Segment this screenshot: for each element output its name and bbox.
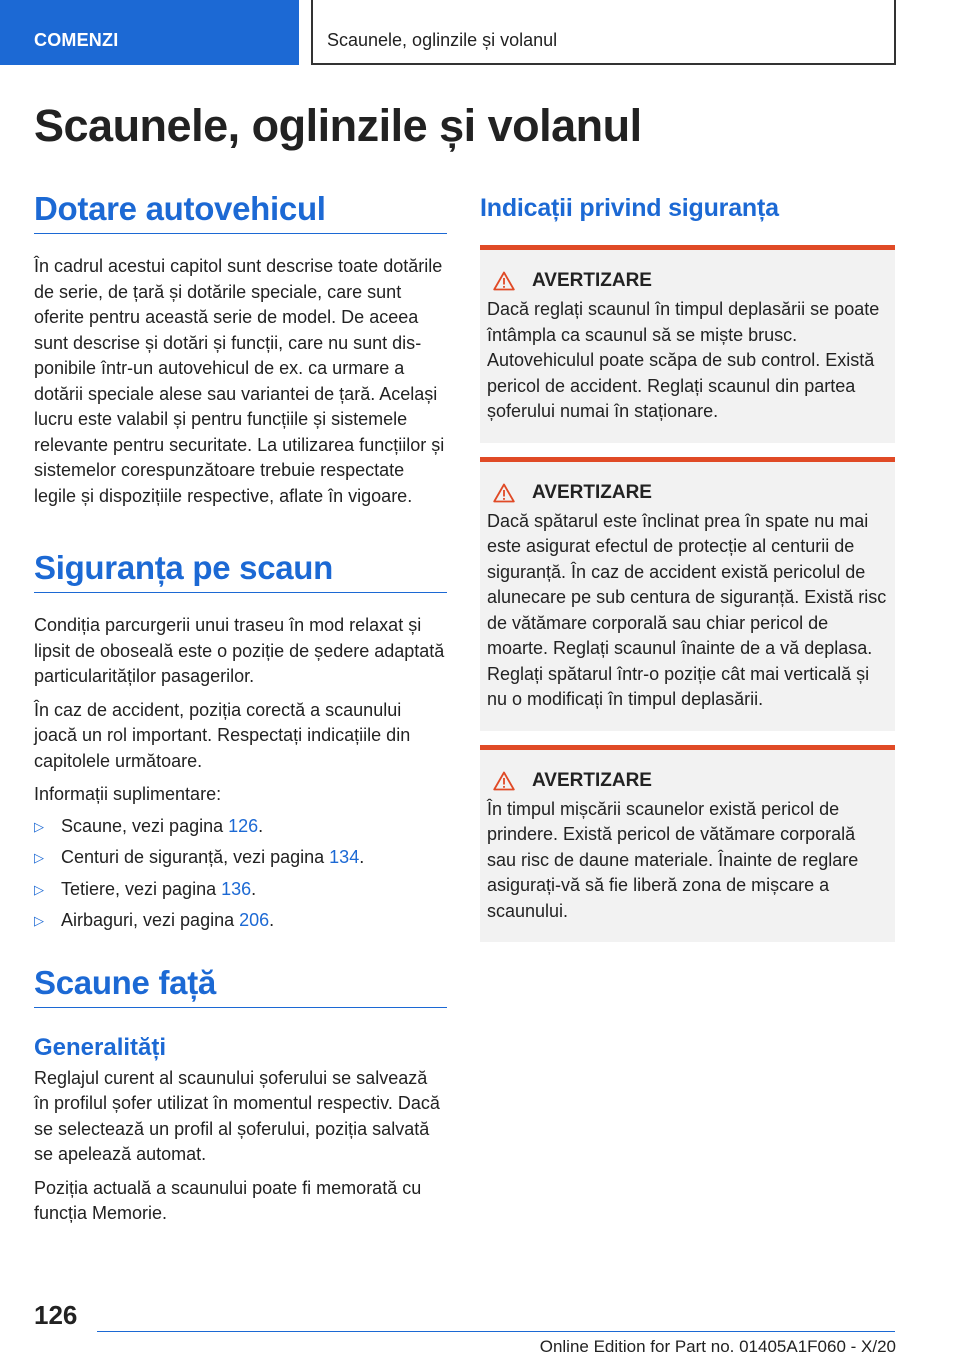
heading-scaune-fata: Scaune față bbox=[34, 964, 447, 1008]
page-link-134[interactable]: 134 bbox=[329, 847, 360, 867]
warning-text: Dacă spătarul este înclinat prea în spate nu mai este asigurat efectul de protecție al centurii de siguranță. În caz de accident există pericolul de alunecare pe sub centura de siguranță. Există risc de vătămare corporală sau chiar pericol de moarte. Reglați scaunul înainte de a vă deplasa. Reglați spătarul într-o poziție cât mai verticală și nu o modificați în timpul deplasării. bbox=[487, 510, 887, 709]
header-section-tab[interactable] bbox=[0, 0, 299, 65]
footer-edition: Online Edition for Part no. 01405A1F060 - X/20 bbox=[539, 1337, 896, 1356]
warning-triangle-icon bbox=[493, 271, 515, 291]
reference-list bbox=[34, 814, 447, 934]
page-link-136[interactable]: 136 bbox=[221, 878, 252, 899]
page-link-206[interactable]: 206 bbox=[239, 910, 270, 930]
warning-title: AVERTIZARE bbox=[532, 481, 652, 503]
heading-dotare: Dotare autovehicul bbox=[34, 190, 447, 234]
triangle-bullet-icon: ▷ bbox=[34, 913, 44, 928]
reference-item-scaune: ▷ Scaune, vezi pagina 126. bbox=[34, 814, 447, 840]
triangle-bullet-icon: ▷ bbox=[34, 818, 44, 834]
heading-siguranta: Siguranța pe scaun bbox=[34, 549, 447, 593]
siguranta-para-3: Informații suplimentare: bbox=[34, 784, 222, 804]
page-title: Scaunele, oglinzile și volanul bbox=[34, 100, 642, 151]
right-column bbox=[480, 190, 895, 942]
warning-head bbox=[493, 482, 887, 504]
warning-box-1 bbox=[480, 245, 895, 443]
triangle-bullet-icon: ▷ bbox=[34, 850, 44, 865]
triangle-bullet-icon: ▷ bbox=[34, 881, 44, 897]
page-link-126[interactable]: 126 bbox=[228, 815, 259, 836]
generalitati-para-1: Reglajul curent al scaunului șoferului se salvează în profilul șofer utilizat în momentul respectiv. Dacă se selectează un profil al șoferului, poziția salvată se apelează automat. bbox=[34, 1067, 440, 1164]
generalitati-para-2: Poziția actuală a scaunului poate fi memorată cu funcția Memorie. bbox=[34, 1177, 422, 1223]
warning-text: În timpul mișcării scaunelor există pericol de prindere. Există pericol de vătămare corporală sau risc de daune materiale. Înainte de reglare asigurați-vă să fie liberă zona de mișcare a scaunului. bbox=[487, 798, 859, 921]
reference-item-tetiere: ▷ Tetiere, vezi pagina 136. bbox=[34, 877, 447, 903]
warning-head bbox=[493, 270, 887, 292]
warning-title: AVERTIZARE bbox=[532, 270, 652, 291]
header-chapter-tab bbox=[311, 0, 896, 65]
section-siguranta bbox=[34, 549, 447, 934]
siguranta-para-2: În caz de accident, poziția corectă a scaunului joacă un rol important. Respectați indicațiile din capitolele următoare. bbox=[34, 699, 411, 771]
warning-triangle-icon bbox=[493, 771, 515, 791]
section-scaune-fata bbox=[34, 964, 447, 1227]
left-column bbox=[34, 190, 447, 1227]
warning-triangle-icon bbox=[493, 483, 515, 503]
warning-box-2 bbox=[480, 457, 895, 731]
heading-indicatii: Indicații privind siguranța bbox=[480, 194, 779, 222]
footer-divider bbox=[97, 1331, 895, 1332]
heading-generalitati: Generalități bbox=[34, 1033, 167, 1061]
header-chapter-label: Scaunele, oglinzile și volanul bbox=[327, 30, 558, 50]
warning-text: Dacă reglați scaunul în timpul deplasării se poate întâmpla ca scaunul să se miște brusc. Autovehiculul poate scăpa de sub control. Există pericol de accident. Reglați scaunul din partea șoferului numai în staționare. bbox=[487, 299, 880, 421]
warning-head bbox=[493, 770, 887, 792]
section-dotare bbox=[34, 190, 447, 509]
warning-title: AVERTIZARE bbox=[532, 769, 652, 791]
header-section-label: COMENZI bbox=[34, 30, 119, 50]
dotare-text: În cadrul acestui capitol sunt descrise toate dotările de serie, de țară și dotările speciale, care sunt oferite pentru această serie de model. De aceea sunt descrise și dotări și funcții, care nu sunt disponibile într-un autovehicul de ex. ca urmare a dotării speciale alese sau variantei de țară. Același lucru este valabil și pentru funcțiile și sistemele relevante pentru securitate. La utilizarea funcțiilor și sistemelor corespunzătoare trebuie respectate legile și dispozițiile respective, aflate în vigoare. bbox=[34, 256, 445, 506]
warnings-list bbox=[480, 245, 895, 942]
reference-item-airbaguri: ▷ Airbaguri, vezi pagina 206. bbox=[34, 908, 447, 934]
warning-box-3 bbox=[480, 745, 895, 943]
page-number: 126 bbox=[34, 1300, 78, 1330]
siguranta-para-1: Condiția parcurgerii unui traseu în mod relaxat și lipsit de oboseală este o poziție de ședere adaptată particularităților pasagerilor. bbox=[34, 615, 445, 686]
reference-item-centuri: ▷ Centuri de siguranță, vezi pagina 134. bbox=[34, 845, 447, 871]
